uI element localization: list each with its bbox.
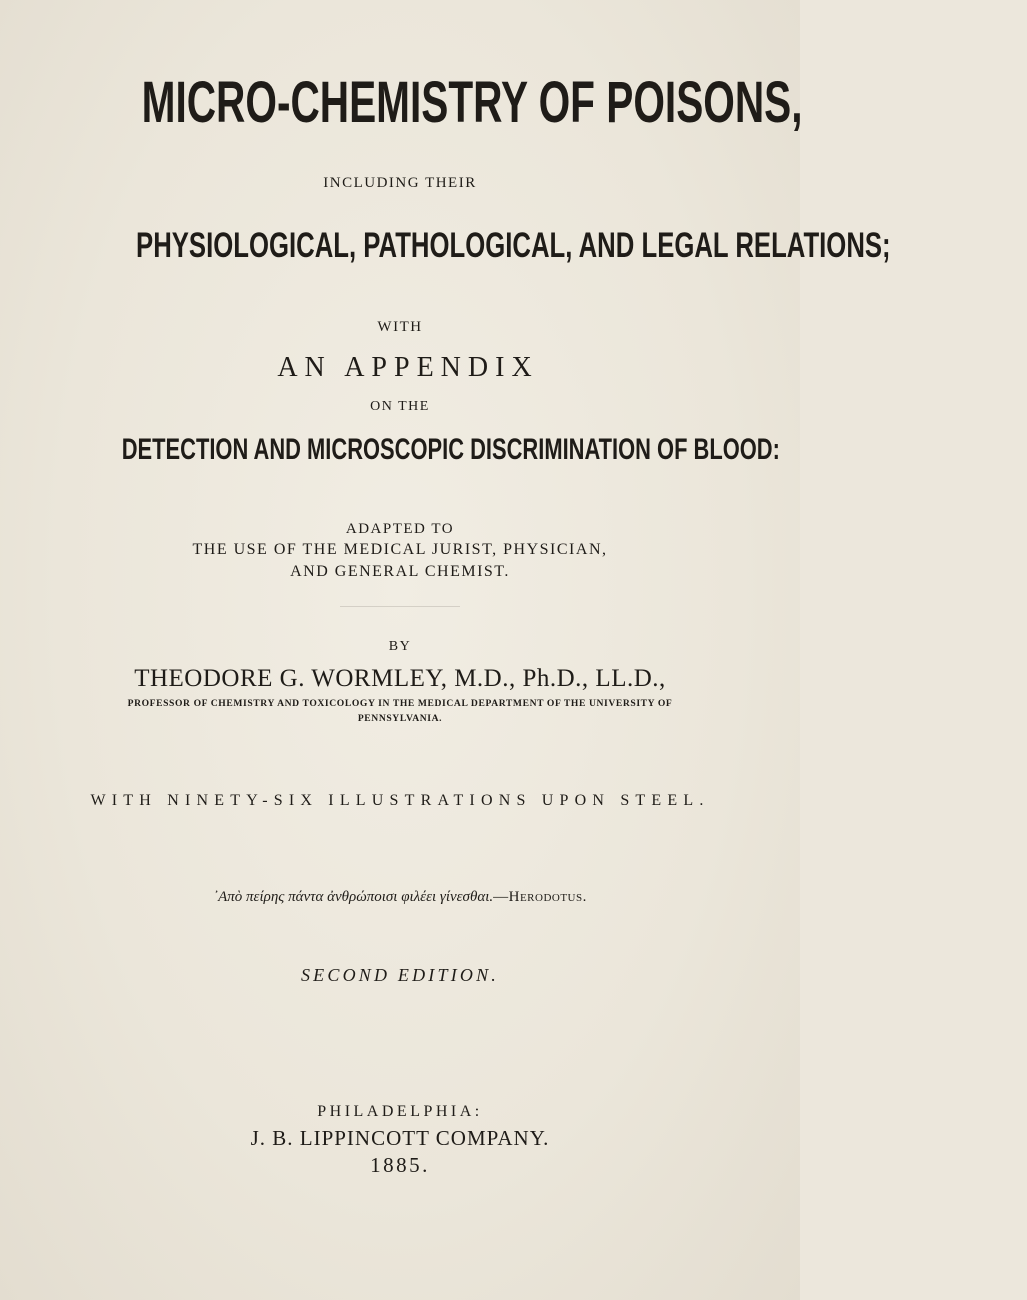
faint-rule-divider — [340, 606, 460, 607]
appendix-heading: AN APPENDIX — [277, 352, 539, 383]
author-name: THEODORE G. WORMLEY, M.D., Ph.D., LL.D., — [134, 665, 666, 692]
with-line: WITH — [377, 319, 423, 335]
book-subtitle-text: PHYSIOLOGICAL, PATHOLOGICAL, AND LEGAL RELATIONS; — [136, 226, 891, 265]
by-line: BY — [388, 639, 412, 654]
appendix-subject-text: DETECTION AND MICROSCOPIC DISCRIMINATION OF BLOOD: — [121, 433, 780, 466]
book-subtitle — [0, 226, 891, 266]
imprint-year: 1885. — [370, 1153, 430, 1177]
imprint-publisher: J. B. LIPPINCOTT COMPANY. — [250, 1126, 550, 1150]
adapted-line-1: ADAPTED TO — [345, 521, 455, 537]
author-title-line-2: PENNSYLVANIA. — [357, 713, 443, 724]
illustrations-line: WITH NINETY-SIX ILLUSTRATIONS UPON STEEL. — [90, 792, 710, 809]
on-the-line: ON THE — [370, 399, 430, 414]
including-line: INCLUDING THEIR — [323, 175, 477, 191]
imprint-city: PHILADELPHIA: — [317, 1103, 483, 1120]
appendix-subject — [0, 432, 800, 468]
adapted-line-2: THE USE OF THE MEDICAL JURIST, PHYSICIAN, — [192, 541, 608, 558]
book-title — [0, 68, 803, 138]
epigraph-quote: ᾿Απὸ πείρης πάντα ἀνθρώποισι φιλέει γίνεσθαι. — [213, 889, 494, 905]
epigraph — [0, 888, 800, 906]
author-title-line-1: PROFESSOR OF CHEMISTRY AND TOXICOLOGY IN THE MEDICAL DEPARTMENT OF THE UNIVERSITY OF — [127, 698, 673, 709]
book-title-text: MICRO-CHEMISTRY OF POISONS, — [141, 70, 803, 135]
edition-line: SECOND EDITION. — [300, 965, 499, 985]
adapted-line-3: AND GENERAL CHEMIST. — [290, 563, 510, 580]
epigraph-attribution: —Herodotus. — [493, 889, 587, 905]
